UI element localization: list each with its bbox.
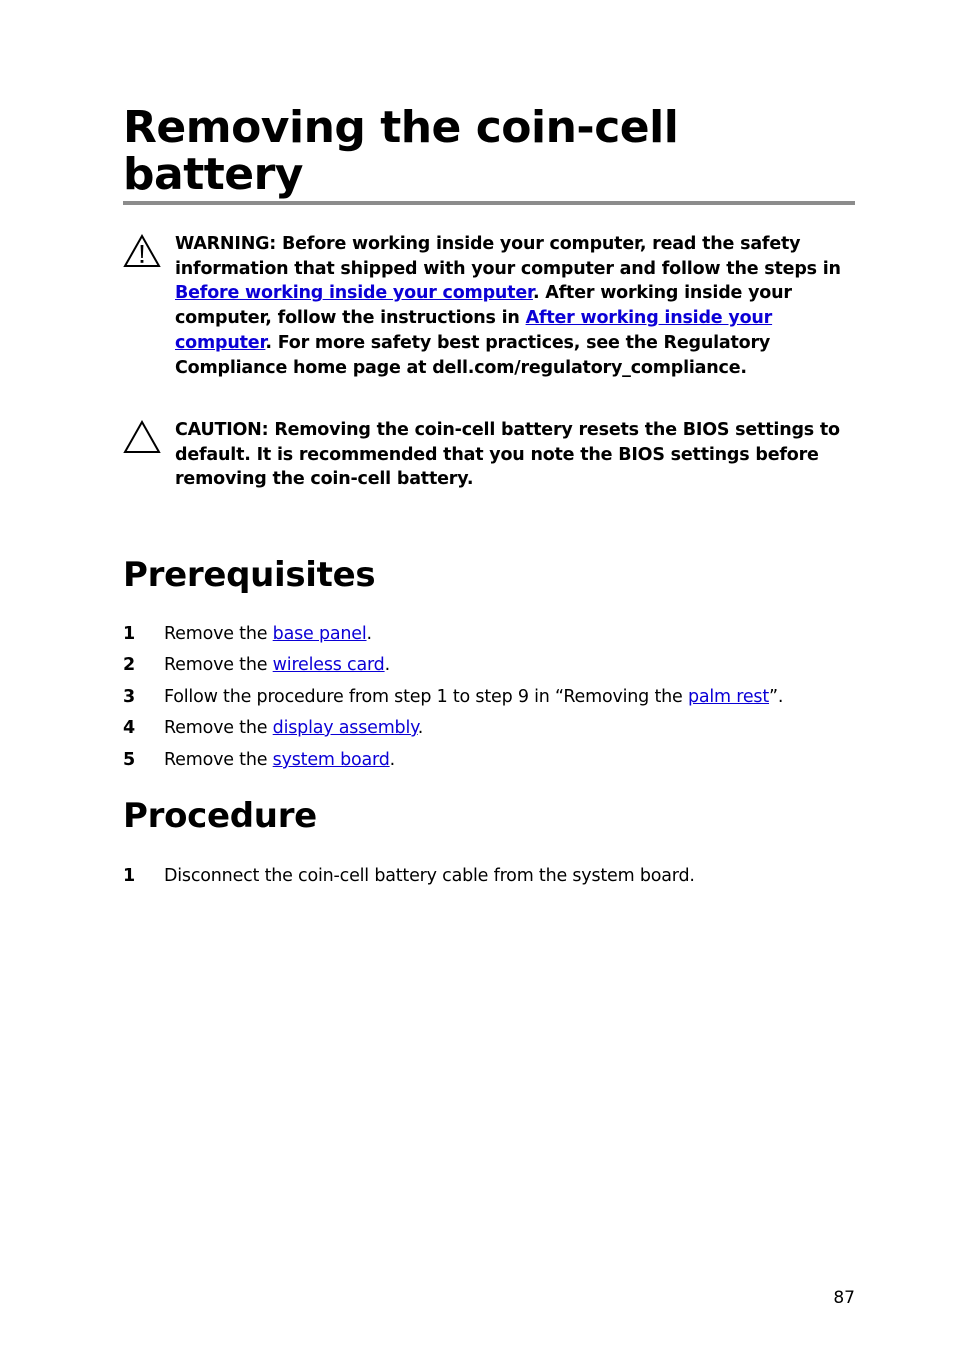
step-number: 2 <box>123 655 135 675</box>
step-text: Remove the <box>164 718 273 738</box>
page-number: 87 <box>833 1288 855 1308</box>
palm-rest-link[interactable]: palm rest <box>687 687 770 707</box>
step-text: . <box>417 718 424 738</box>
step-text: . <box>384 655 390 675</box>
step-number: 4 <box>123 718 135 738</box>
caution-triangle-icon <box>123 420 161 454</box>
prerequisite-step <box>123 715 855 741</box>
step-text: . <box>366 624 372 644</box>
step-text: Follow the procedure from step 1 to step 9 in “Removing the <box>164 687 688 707</box>
after-working-link[interactable]: After working inside your computer <box>175 308 773 353</box>
procedure-step <box>123 863 855 889</box>
wireless-card-link[interactable]: wireless card <box>272 655 385 675</box>
prerequisite-step <box>123 652 855 678</box>
warning-triangle-icon <box>123 234 161 268</box>
prerequisites-heading: Prerequisites <box>123 555 376 595</box>
step-text: Remove the <box>164 750 273 770</box>
step-text: . <box>389 750 396 770</box>
display-assembly-link[interactable]: display assembly <box>272 718 418 738</box>
step-number: 5 <box>123 750 135 770</box>
system-board-link[interactable]: system board <box>272 750 390 770</box>
warning-text-part: . For more safety best practices, see the Regulatory Compliance home page at dell.com/regulatory_compliance. <box>175 332 771 378</box>
caution-text: CAUTION: Removing the coin-cell battery resets the BIOS settings to default. It is recommended that you note the BIOS settings before removing the coin-cell battery. <box>175 420 840 490</box>
step-text: Remove the <box>164 655 273 675</box>
base-panel-link[interactable]: base panel <box>272 624 367 644</box>
step-number: 3 <box>123 687 135 707</box>
step-number: 1 <box>123 866 135 886</box>
prerequisite-step <box>123 684 855 710</box>
prerequisite-step <box>123 747 855 773</box>
page-title: Removing the coin-cell battery <box>123 102 679 200</box>
procedure-heading: Procedure <box>123 796 317 836</box>
step-text: ”. <box>769 687 784 707</box>
title-divider <box>123 201 855 205</box>
step-text: Disconnect the coin-cell battery cable from the system board. <box>164 866 695 886</box>
prerequisite-step <box>123 621 855 647</box>
warning-text <box>175 232 855 380</box>
warning-text-part: WARNING: Before working inside your computer, read the safety information that shipped with your computer and follow the steps in <box>175 234 841 279</box>
warning-text-part: . After working inside your computer, follow the instructions in <box>175 283 792 329</box>
step-number: 1 <box>123 624 135 644</box>
before-working-link[interactable]: Before working inside your computer <box>175 283 533 304</box>
step-text: Remove the <box>164 624 273 644</box>
